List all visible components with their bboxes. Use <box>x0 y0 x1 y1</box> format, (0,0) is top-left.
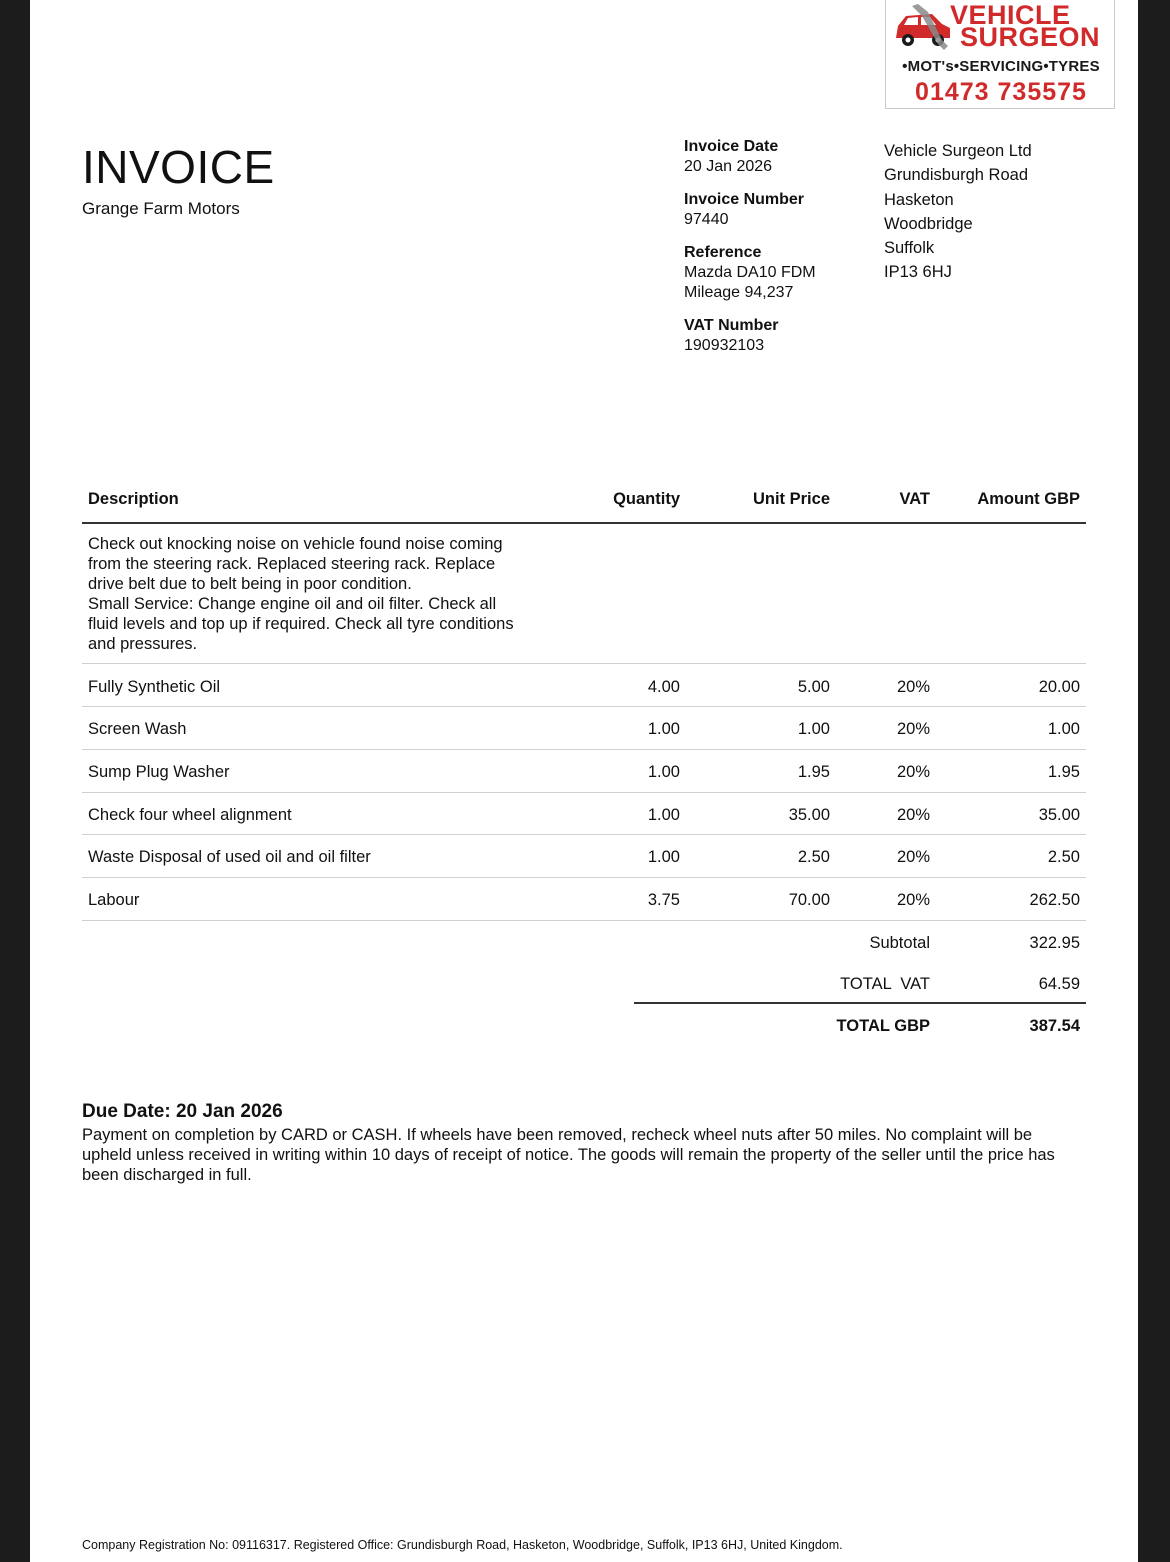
item-unit-price: 5.00 <box>797 678 830 696</box>
total-vat-value: 64.59 <box>1038 975 1080 993</box>
item-quantity: 4.00 <box>647 678 680 696</box>
invoice-date-value: 20 Jan 2026 <box>684 158 773 175</box>
reference-label: Reference <box>684 244 762 261</box>
reference-vehicle: Mazda DA10 FDM <box>684 264 816 281</box>
item-quantity: 3.75 <box>647 891 680 909</box>
logo-brand-line2: SURGEON <box>960 22 1101 52</box>
item-description: Labour <box>88 891 140 909</box>
work-description-line: fluid levels and top up if required. Check all tyre conditions <box>88 615 514 633</box>
work-description-line: drive belt due to belt being in poor condition. <box>88 575 412 593</box>
item-amount: 262.50 <box>1029 891 1080 909</box>
item-vat: 20% <box>896 763 930 781</box>
total-vat-label: TOTAL VAT <box>840 975 930 993</box>
item-amount: 20.00 <box>1038 678 1080 696</box>
table-row <box>82 793 1086 835</box>
header-vat: VAT <box>899 490 930 508</box>
invoice-number-value: 97440 <box>684 211 729 228</box>
invoice-page <box>30 0 1138 1562</box>
total-gbp-value: 387.54 <box>1029 1017 1080 1035</box>
work-description-line: and pressures. <box>88 635 198 653</box>
item-unit-price: 70.00 <box>788 891 830 909</box>
totals-divider <box>634 1002 1086 1004</box>
vat-number-value: 190932103 <box>684 337 765 354</box>
item-amount: 35.00 <box>1038 806 1080 824</box>
subtotal-value: 322.95 <box>1029 934 1080 952</box>
seller-address <box>884 139 1032 285</box>
table-row <box>82 750 1086 793</box>
item-unit-price: 1.00 <box>797 720 830 738</box>
address-line: Hasketon <box>884 190 954 209</box>
logo-services: •MOT's•SERVICING•TYRES <box>902 58 1100 75</box>
work-description-line: Small Service: Change engine oil and oil filter. Check all <box>88 595 497 613</box>
item-vat: 20% <box>896 678 930 696</box>
logo-brand-line1: VEHICLE <box>950 0 1071 30</box>
header-amount: Amount GBP <box>977 490 1080 508</box>
address-line: Grundisburgh Road <box>884 166 1029 185</box>
header-description: Description <box>88 490 179 508</box>
item-description: Waste Disposal of used oil and oil filter <box>88 848 371 866</box>
company-logo <box>885 0 1115 109</box>
vat-number-label: VAT Number <box>684 317 779 334</box>
work-description <box>88 534 538 654</box>
address-line: Vehicle Surgeon Ltd <box>884 142 1032 160</box>
address-line: IP13 6HJ <box>884 263 952 282</box>
table-row <box>82 664 1086 707</box>
item-quantity: 1.00 <box>647 848 680 866</box>
item-description: Screen Wash <box>88 720 187 738</box>
address-line: Suffolk <box>884 239 935 258</box>
item-quantity: 1.00 <box>647 806 680 824</box>
item-unit-price: 2.50 <box>797 848 830 866</box>
header-unit-price: Unit Price <box>752 490 830 508</box>
item-amount: 1.95 <box>1047 763 1080 781</box>
invoice-title: INVOICE <box>82 141 275 193</box>
item-unit-price: 35.00 <box>788 806 830 824</box>
due-date: Due Date: 20 Jan 2026 <box>82 1101 283 1122</box>
item-vat: 20% <box>896 806 930 824</box>
subtotal-label: Subtotal <box>869 934 930 952</box>
address-line: Woodbridge <box>884 214 973 233</box>
item-description: Sump Plug Washer <box>88 763 230 781</box>
invoice-date-label: Invoice Date <box>684 138 779 155</box>
item-amount: 1.00 <box>1047 720 1080 738</box>
work-description-line: Check out knocking noise on vehicle found noise coming <box>88 535 503 553</box>
item-unit-price: 1.95 <box>797 763 830 781</box>
table-row <box>82 878 1086 921</box>
item-quantity: 1.00 <box>647 720 680 738</box>
invoice-number-label: Invoice Number <box>684 191 805 208</box>
table-row <box>82 707 1086 750</box>
client-name: Grange Farm Motors <box>82 199 240 218</box>
header-quantity: Quantity <box>613 490 680 508</box>
item-vat: 20% <box>896 720 930 738</box>
item-amount: 2.50 <box>1047 848 1080 866</box>
car-wrench-icon <box>892 4 954 52</box>
item-vat: 20% <box>896 891 930 909</box>
table-row <box>82 835 1086 878</box>
item-vat: 20% <box>896 848 930 866</box>
invoice-meta <box>684 137 884 369</box>
item-description: Fully Synthetic Oil <box>88 678 221 696</box>
total-gbp-label: TOTAL GBP <box>836 1017 930 1035</box>
table-header <box>82 490 1086 524</box>
logo-phone: 01473 735575 <box>915 78 1087 106</box>
company-registration-footer: Company Registration No: 09116317. Registered Office: Grundisburgh Road, Hasketon, Woodbridge, Suffolk, IP13 6HJ, United Kingdom. <box>82 1538 843 1552</box>
item-description: Check four wheel alignment <box>88 806 292 824</box>
work-description-line: from the steering rack. Replaced steering rack. Replace <box>88 555 496 573</box>
item-quantity: 1.00 <box>647 763 680 781</box>
reference-mileage: Mileage 94,237 <box>684 284 794 301</box>
payment-terms: Payment on completion by CARD or CASH. If wheels have been removed, recheck wheel nuts after 50 miles. No complaint will be upheld unless received in writing within 10 days of receipt of notice. The goods will remain the property of the seller until the price has been discharged in full. <box>82 1126 1055 1184</box>
